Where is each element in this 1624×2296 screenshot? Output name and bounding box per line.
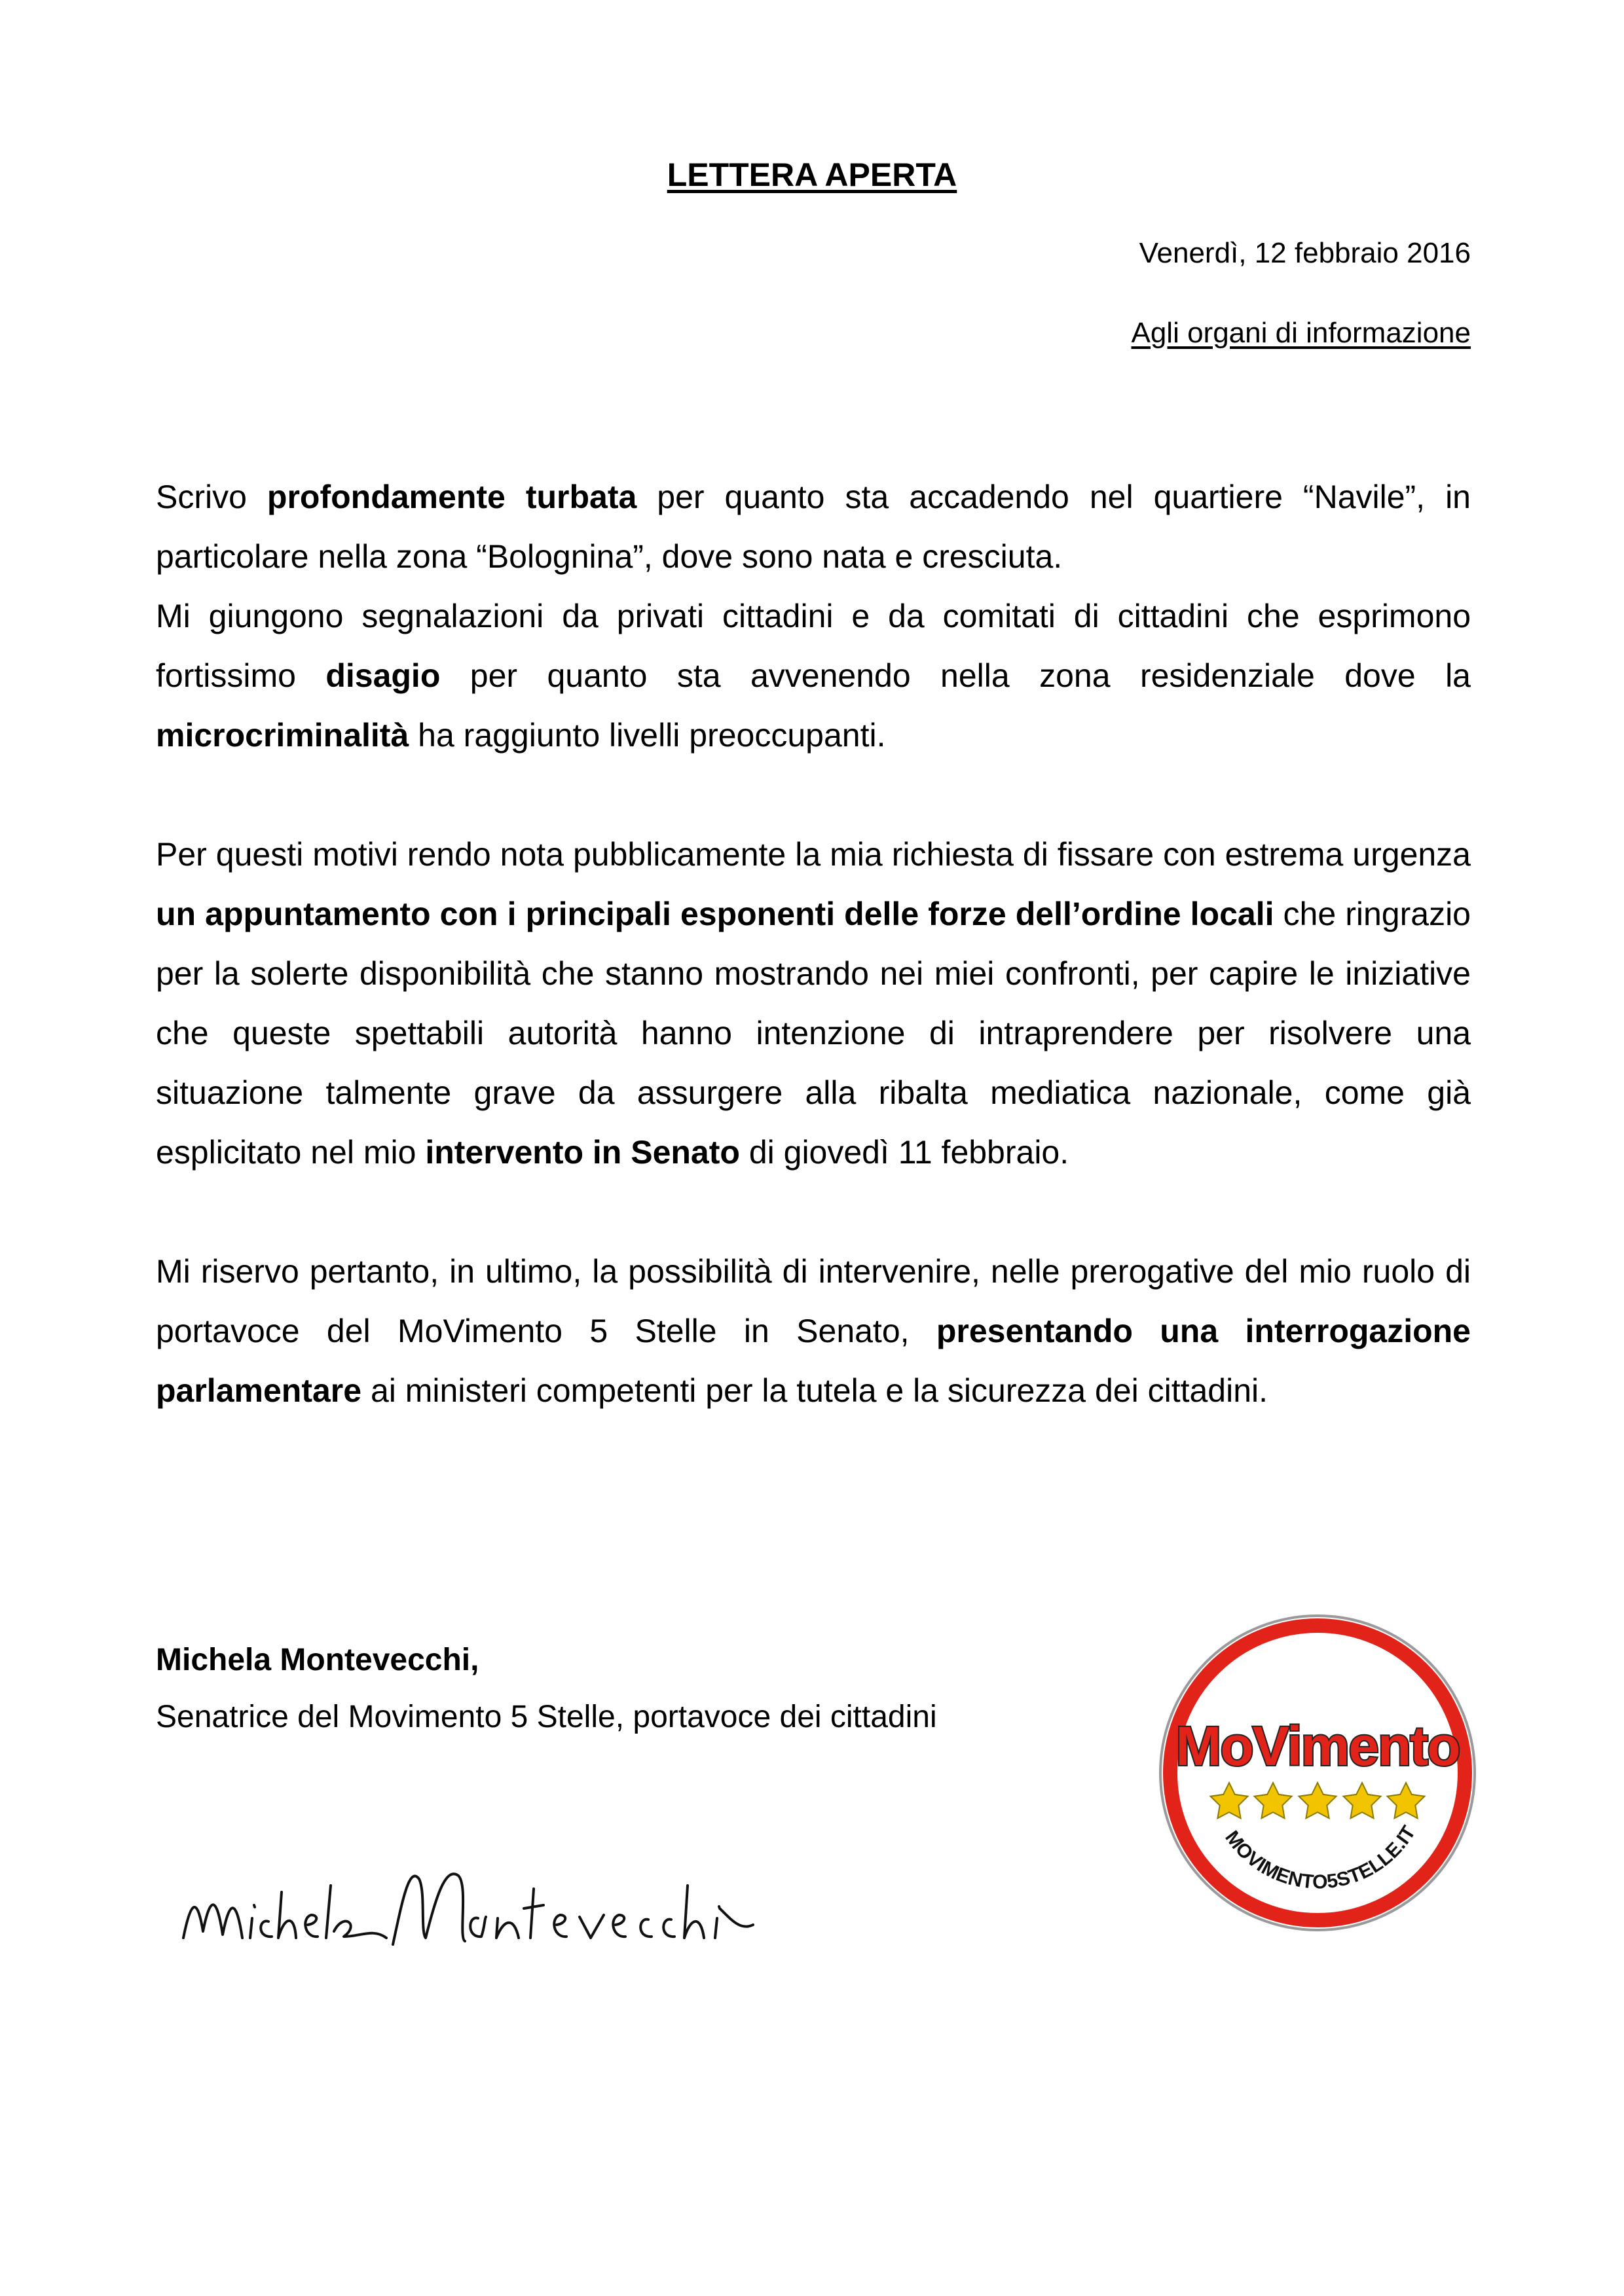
- body-text: per quanto sta accadendo nel quartiere “Navile”, in particolare nella zona “Bolognina”, dove sono nata e cresciuta.: [156, 479, 1471, 575]
- emphasis-text: profondamente turbata: [267, 479, 637, 515]
- letter-body: [156, 467, 1471, 1421]
- body-text: ai ministeri competenti per la tutela e la sicurezza dei cittadini.: [361, 1372, 1268, 1409]
- paragraph-4: [156, 1242, 1471, 1421]
- signer-name: Michela Montevecchi,: [156, 1643, 479, 1677]
- body-text: Scrivo: [156, 479, 267, 515]
- body-text: di giovedì 11 febbraio.: [739, 1134, 1069, 1171]
- body-text: Per questi motivi rendo nota pubblicamente la mia richiesta di fissare con estrema urgenza: [156, 836, 1471, 873]
- paragraph-1: [156, 467, 1471, 587]
- body-text: ha raggiunto livelli preoccupanti.: [409, 717, 886, 754]
- handwritten-signature: [177, 1840, 766, 1971]
- body-text: Mi giungono segnalazioni da privati cittadini e da comitati di cittadini che esprimono fortissimo: [156, 598, 1471, 694]
- body-text: che ringrazio per la solerte disponibilità che stanno mostrando nei miei confronti, per capire le iniziative che queste spettabili autorità hanno intenzione di intraprendere per risolvere una situazione talmente grave da assurgere alla ribalta mediatica nazionale, come già esplicitato nel mio: [156, 896, 1471, 1171]
- logo-url: MOVIMENTO5STELLE.IT: [1221, 1822, 1420, 1893]
- signer-role: Senatrice del Movimento 5 Stelle, portavoce dei cittadini: [156, 1700, 937, 1734]
- body-text: per quanto sta avvenendo nella zona residenziale dove la: [440, 657, 1471, 694]
- emphasis-text: un appuntamento con i principali esponenti delle forze dell’ordine locali: [156, 896, 1274, 932]
- paragraph-2: [156, 587, 1471, 765]
- emphasis-text: presentando una interrogazione parlamentare: [156, 1313, 1471, 1409]
- letter-date: Venerdì, 12 febbraio 2016: [1139, 237, 1471, 269]
- body-text: Mi riservo pertanto, in ultimo, la possibilità di intervenire, nelle prerogative del mio ruolo di portavoce del MoVimento 5 Stelle in Senato,: [156, 1253, 1471, 1349]
- emphasis-text: intervento in Senato: [425, 1134, 740, 1171]
- emphasis-text: disagio: [325, 657, 441, 694]
- paragraph-3: [156, 825, 1471, 1182]
- movimento-5-stelle-logo: [1147, 1603, 1488, 1943]
- logo-word: MoVimento: [1175, 1715, 1460, 1777]
- letter-title: LETTERA APERTA: [667, 156, 957, 193]
- letter-recipient: Agli organi di informazione: [1131, 317, 1471, 349]
- emphasis-text: microcriminalità: [156, 717, 409, 754]
